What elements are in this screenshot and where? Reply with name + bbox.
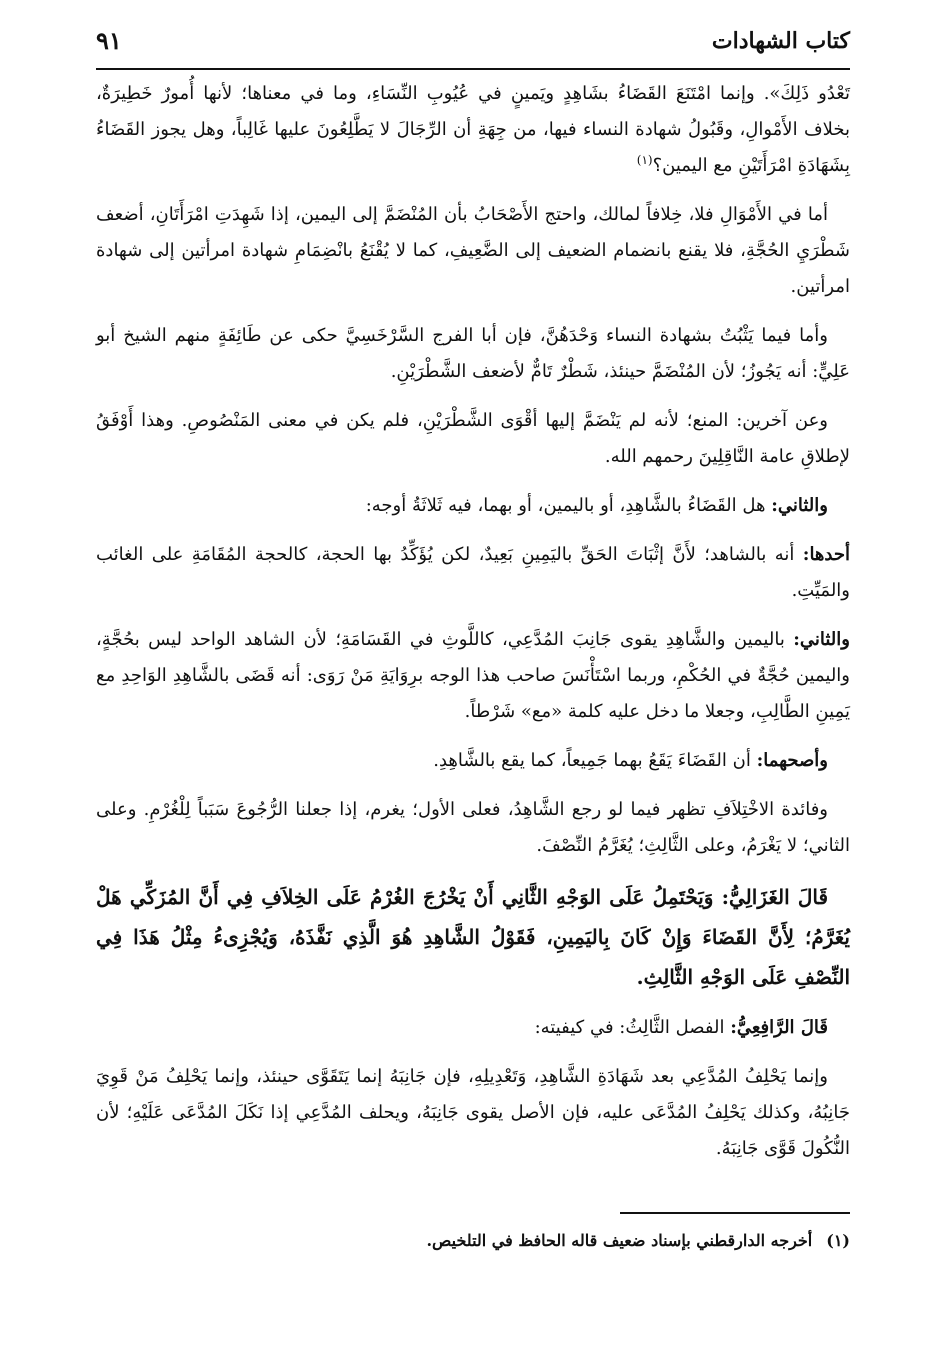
paragraph-1-text: تَعْدُو ذَلِكَ». وإنما امْتَنَعَ القَضَاءُ بشَاهِدٍ ويَمينٍ في عُيُوبِ النِّسَاءِ، وما في معناها؛ لأنها أُمورٌ خَطِيرَةٌ، بخلاف الأَمْوالِ، وقَبُولُ شهادة النساء فيها، من جِهَةِ أن الرِّجَالَ لا يَطَّلِعُونَ عليها غَالِباً، وهل يجوز القَضَاءُ بِشَهَادَةِ امْرَأَتَيْنِ مع اليمين؟: [96, 83, 850, 176]
paragraph-8-lead: وأصحهما:: [756, 750, 828, 771]
paragraph-8-text: أن القَضَاءَ يَقَعُ بهما جَمِيعاً، كما يقع بالشَّاهِدِ.: [433, 750, 757, 771]
paragraph-11-text: الفصل الثَّالِثُ: في كيفيته:: [534, 1017, 731, 1038]
paragraph-7-text: باليمين والشَّاهِدِ يقوى جَانِبَ المُدَّعِي، كاللَّوثِ في القَسَامَةِ؛ لأن الشاهد الواحد ليس بحُجَّةٍ، واليمين حُجَّةٌ في الحُكْمِ، وربما اسْتَأْنَسَ صاحب هذا الوجه برِوَايَةِ مَنْ رَوَى: أنه قَضَى بالشَّاهِدِ الوَاحِدِ مع يَمِينِ الطَّالِبِ، وجعلا ما دخل عليه كلمة «مع» شَرْطاً.: [96, 629, 850, 722]
paragraph-10: [96, 877, 850, 997]
paragraph-4: وعن آخرين: المنع؛ لأنه لم يَنْضَمَّ إليها أقْوَى الشَّطْرَيْنِ، فلم يكن في معنى المَنْصُوصِ. وهذا أَوْفَقُ لإطلاقِ عامة النَّاقِلِينَ رحمهم الله.: [96, 410, 850, 467]
page-header: [96, 20, 850, 70]
paragraph-1: [96, 76, 850, 184]
paragraph-10-text: وَيَحْتَمِلُ عَلَى الوَجْهِ الثَّانِي أَنْ يَخْرُجَ الغُرْمُ عَلَى الخِلاَفِ فِي أَنَّ المُزَكِّي هَلْ يُغَرَّمُ؛ لِأَنَّ القَضَاءَ وَإِنْ كَانَ بِاليَمِينِ، فَقَوْلُ الشَّاهِدِ هُوَ الَّذِي نَفَّذَهُ، وَيُجْزِىءُ مِثْلُ هَذَا فِي النِّصْفِ عَلَى الوَجْهِ الثَّالِثِ.: [96, 885, 850, 989]
footnote: [96, 1226, 850, 1256]
paragraph-9: وفائدة الاخْتِلاَفِ تظهر فيما لو رجع الشَّاهِدُ، فعلى الأول؛ يغرم، إذا جعلنا الرُّجُوعَ سَبَباً لِلْغُرْمِ. وعلى الثاني؛ لا يَغْرَمُ، وعلى الثَّالِثِ؛ يُغَرَّمُ النِّصْفَ.: [96, 799, 850, 856]
footnote-text: أخرجه الدارقطني بإسناد ضعيف قاله الحافظ في التلخيص.: [426, 1231, 813, 1250]
footnote-ref: (١): [636, 153, 653, 167]
paragraph-3: وأما فيما يَثْبُتُ بشهادة النساء وَحْدَهُنَّ، فإن أبا الفرج السَّرْخَسِيَّ حكى عن طَائِفَةٍ منهم الشيخ أبو عَلِيٍّ: أنه يَجُوزُ؛ لأن المُنْضَمَّ حينئذ، شَطْرٌ تَامٌّ لأضعف الشَّطْرَيْنِ.: [96, 325, 850, 382]
paragraph-8: [96, 743, 850, 779]
paragraph-11: [96, 1010, 850, 1046]
page-number: ٩١: [96, 26, 122, 55]
book-title: كتاب الشهادات: [711, 28, 850, 54]
paragraph-2: أما في الأَمْوَالِ فلا، خِلافاً لمالك، واحتج الأَصْحَابُ بأن المُنْضَمَّ إلى اليمين، إذا شَهِدَتِ امْرَأَتَانِ، أضعف شَطْرَيِ الحُجَّةِ، فلا يقنع بانضمام الضعيف إلى الضَّعِيفِ، كما لا يُقْنَعُ بانْضِمَامِ شهادة امرأتين إلى شهادة امرأتين.: [96, 204, 850, 297]
paragraph-5-lead: والثاني:: [771, 495, 828, 516]
paragraph-11-lead: قَالَ الرَّافِعِيُّ:: [730, 1017, 828, 1038]
paragraph-5-text: هل القَضَاءُ بالشَّاهِدِ، أو باليمين، أو بهما، فيه ثَلاثَةُ أوجه:: [365, 495, 772, 516]
footnote-divider: [620, 1212, 850, 1214]
paragraph-6-text: أنه بالشاهد؛ لأَنَّ إثْبَاتَ الحَقِّ باليَمِينِ بَعِيدٌ، لكن يُؤَكِّدُ بها الحجة، كالحجة المُقَامَةِ على الغائب والمَيِّتِ.: [96, 544, 850, 601]
paragraph-5: [96, 488, 850, 524]
footnote-number: (١): [826, 1231, 850, 1250]
paragraph-12: وإنما يَحْلِفُ المُدَّعِي بعد شَهَادَةِ الشَّاهِدِ، وَتَعْدِيلِهِ، فإن جَانِبَهُ إنما يَتَقَوَّى حينئذ، وإنما يَحْلِفُ مَنْ قَوِيَ جَانِبُهُ، وكذلك يَحْلِفُ المُدَّعَى عليه، فإن الأصل يقوى جَانِبَهُ، ويحلف المُدَّعِي إذا نَكَلَ المُدَّعَى عَلَيْهِ؛ لأن النُّكُولَ قَوَّى جَانِبَهُ.: [96, 1066, 850, 1159]
main-text: [96, 76, 850, 1180]
paragraph-7: [96, 622, 850, 730]
paragraph-6: [96, 537, 850, 609]
paragraph-6-lead: أحدها:: [802, 544, 850, 565]
paragraph-10-lead: قَالَ الغَزَالِيُّ:: [721, 885, 829, 909]
paragraph-7-lead: والثاني:: [793, 629, 850, 650]
